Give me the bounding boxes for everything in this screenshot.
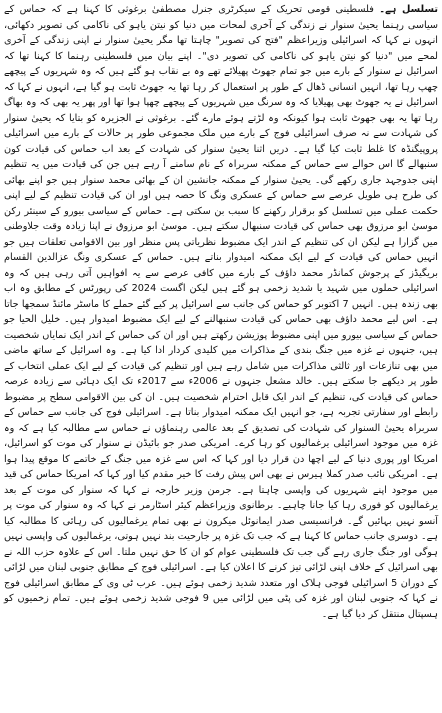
article-body bbox=[4, 2, 438, 622]
article-paragraph: فلسطینی قومی تحریک کے سیکرٹری جنرل مصطفیٰ برغوثی کا کہنا ہے کہ حماس کے سیاسی رہنما یحییٰ سنوار نے زندگی کے آخری لمحات میں دنیا کو نیتن یاہو کی ناکامی کی تصویر دکھائی، انہوں نے کہا کہ اسرائیلی وزیراعظم "فتح کی تصویر" چاہتا تھا مگر یحییٰ سنوار نے اپنی زندگی کے آخری لمحے میں "دنیا کو نیتن یاہو کی ناکامی کی تصویر دی"۔ اپنے بیان میں فلسطینی رہنما کا کہنا تھا کہ اسرائیل نے سنوار کے بارے میں جو تمام جھوٹ پھیلائے تھے وہ بے نقاب ہو گئے ہیں کہ وہ شہریوں کے پیچھے چھپ رہا تھا، انہیں انسانی ڈھال کے طور پر استعمال کر رہا تھا یہ جھوٹ ثابت ہو گیا ہے، انہوں نے کہا کہ اسرائیل نے یہ جھوٹ بھی پھیلایا کہ وہ سرنگ میں شہریوں کے پیچھے چھپا ہوا تھا اور پھر یہ بھی کہ وہ بھاگ رہا تھا یہ بھی جھوٹ ثابت ہوا کیونکہ وہ لڑتے ہوئے مارے گئے۔ برغوثی نے الجزیرہ کو بتایا کہ یحییٰ سنوار کی شہادت سے نہ صرف اسرائیلی فوج کے بارے میں ملک مجموعی طور پر حالات کے بارے میں اسرائیلی پروپیگنڈہ کا غلط ثابت کیا گیا ہے۔ دریں اثنا یحییٰ سنوار کی شہادت کے بعد اب حماس کی قیادت کون سنبھالے گا اس حوالے سے حماس کے ممکنہ سربراہ کے نام سامنے آ رہے ہیں جن کی قیادت میں یہ تنظیم اپنی جدوجہد جاری رکھے گی۔ یحییٰ سنوار کے ممکنہ جانشین ان کے بھائی محمد سنوار ہیں جو اپنے بھائی کی طرح ہی طویل عرصے سے حماس کے عسکری ونگ کا حصہ ہیں اور ان کی قیادت تنظیم کے لیے اپنی حکمت عملی میں تسلسل کو برقرار رکھنے کا سبب بن سکتی ہے۔ حماس کے سیاسی بیورو کے سینئر رکن موسیٰ ابو مرزوق بھی حماس کی قیادت سنبھال سکتے ہیں۔ موسیٰ ابو مرزوق نے اپنا زیادہ وقت جلاوطنی میں گزارا ہے لیکن ان کی تنظیم کے اندر ایک مضبوط نظریاتی پس منظر اور بین الاقوامی تعلقات ہیں جو انہیں حماس کی قیادت کے لیے ایک ممکنہ امیدوار بناتے ہیں۔ bbox=[4, 4, 438, 263]
article-paragraph: حماس کے عسکری ونگ عزالدین القسام بریگیڈز کے پرجوش کمانڈر محمد داؤف کے بارے میں کافی عرصے سے یہ افواہیں آتی رہی ہیں کہ وہ اسرائیلی حملوں میں شہید یا شدید زخمی ہو گئے ہیں لیکن اگست 2024 کی رپورٹس کے مطابق وہ اب بھی زندہ ہیں۔ انہیں 7 اکتوبر کو حماس کی جانب سے اسرائیل پر کیے گئے حملے کا ماسٹر مائنڈ سمجھا جاتا ہے۔ اس لیے محمد داؤف بھی حماس کی قیادت سنبھالنے کے لیے ایک مضبوط امیدوار ہیں۔ خلیل الحیا جو حماس کے سیاسی بیورو میں اپنی مضبوط پوزیشن رکھتے ہیں اور ان کی حماس کے اندر ایک نمایاں شخصیت ہیں، جنہوں نے غزہ میں جنگ بندی کے مذاکرات میں کلیدی کردار ادا کیا ہے۔ وہ اسرائیل کے ساتھ ماضی میں بھی تنازعات اور ثالثی مذاکرات میں شامل رہے ہیں اور تنظیم کی قیادت کے لیے ایک عملی انتخاب کے طور پر دیکھے جا سکتے ہیں۔ خالد مشعل جنہوں نے 2006ء سے 2017ء تک ایک دہائی سے زیادہ عرصہ حماس کی قیادت کی، تنظیم کے اندر ایک قابل احترام شخصیت ہیں۔ ان کی بین الاقوامی سطح پر مضبوط رابطے اور سفارتی تجربہ ہے، جو انہیں ایک ممکنہ امیدوار بناتا ہے۔ bbox=[4, 252, 439, 418]
article-paragraph: اسرائیلی فوج کی جانب سے حماس کے سربراہ یحییٰ السنوار کی شہادت کی تصدیق کے بعد عالمی رہنماؤں نے حماس سے مطالبہ کیا ہے کہ وہ غزہ میں موجود اسرائیلی یرغمالیوں کو رہا کرے۔ امریکی صدر جو بائیڈن نے سنوار کی موت کو اسرائیل، امریکا اور پوری دنیا کے لیے اچھا دن قرار دیا اور کہا کہ اس سے غزہ میں جنگ کے خاتمے کا موقع پیدا ہوا ہے۔ امریکی نائب صدر کملا ہیرس نے بھی اس پیش رفت کا خیر مقدم کیا اور کہا کہ امریکا حماس کی قید میں موجود اپنے شہریوں کی واپسی چاہتا ہے۔ جرمن وزیر خارجہ نے کہا کہ سنوار کی موت کے بعد یرغمالیوں کو فوری رہا کیا جانا چاہیے۔ برطانوی وزیراعظم کیئر اسٹارمر نے کہا کہ وہ سنوار کی موت پر آنسو نہیں بہائیں گے۔ فرانسیسی صدر ایمانوئل میکرون نے بھی تمام یرغمالیوں کی رہائی کا مطالبہ کیا ہے۔ دوسری جانب حماس کا کہنا ہے کہ جب تک غزہ پر جارحیت بند نہیں ہوتی، یرغمالیوں کی واپسی نہیں ہوگی اور جنگ جاری رہے گی جب تک فلسطینی عوام کو ان کا حق نہیں ملتا۔ اس کے علاوہ حزب اللہ نے بھی اسرائیل کے خلاف اپنی لڑائی تیز کرنے کا اعلان کیا ہے۔ اسرائیلی فوج کے مطابق جنوبی لبنان میں لڑائی کے دوران 5 اسرائیلی فوجی ہلاک اور متعدد شدید زخمی ہوئے ہیں۔ عرب ٹی وی کے مطابق اسرائیلی فوج نے کہا کہ جنوبی لبنان اور غزہ کی پٹی میں لڑائی میں 9 فوجی شدید زخمی ہوئے ہیں۔ تمام زخمیوں کو ہسپتال منتقل کر دیا گیا ہے۔ bbox=[4, 407, 438, 620]
article-lead: تسلسل ہے۔ bbox=[373, 4, 438, 15]
